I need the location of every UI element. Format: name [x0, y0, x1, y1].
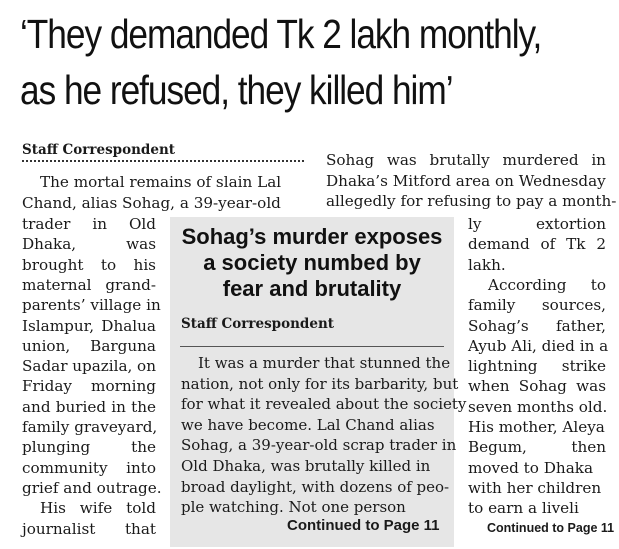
box-title-line: Sohag’s murder exposes	[181, 224, 443, 249]
text-line	[22, 458, 156, 478]
text-line	[468, 234, 606, 254]
headline	[20, 6, 542, 118]
word: brutally	[429, 151, 490, 169]
text-line: for what it revealed about the society	[181, 395, 467, 414]
word: Islampur,	[22, 316, 95, 335]
text-line	[22, 234, 156, 254]
text-line	[22, 356, 156, 376]
word: when	[468, 377, 510, 396]
text-line: His mother, Aleya	[468, 418, 605, 436]
word: Sadar	[22, 357, 68, 376]
main-byline: Staff Correspondent	[22, 142, 176, 158]
word: to	[100, 255, 117, 274]
word: in	[92, 215, 107, 233]
text-line: Sohag, a 39-year-old scrap trader in	[181, 436, 457, 455]
word: murdered	[502, 151, 579, 169]
word: father,	[556, 316, 606, 335]
text-line	[468, 214, 606, 234]
box-continued-link[interactable]: Continued to Page 11	[287, 517, 440, 534]
word: was	[576, 377, 606, 396]
word: community	[22, 458, 108, 477]
text-line	[22, 397, 156, 417]
byline-divider	[22, 160, 304, 162]
word: was	[386, 151, 417, 169]
word: the	[131, 397, 156, 416]
word: buried	[55, 397, 107, 416]
word: was	[126, 235, 156, 254]
word: trader	[22, 215, 71, 233]
text-line: The mortal remains of slain Lal	[40, 173, 282, 191]
word: maternal	[22, 275, 92, 294]
text-line: family graveyard,	[22, 418, 158, 436]
word: Sohag	[518, 377, 567, 396]
word: in	[591, 151, 606, 169]
word: the	[131, 438, 156, 457]
word: upazila,	[72, 357, 133, 376]
word: brought	[22, 255, 84, 274]
headline-line-1: ‘They demanded Tk 2 lakh monthly,	[20, 11, 542, 57]
word: into	[126, 458, 156, 477]
text-line: nation, not only for its barbarity, but	[181, 374, 459, 393]
text-line: allegedly for refusing to pay a month-	[326, 192, 617, 210]
word: that	[124, 519, 156, 538]
headline-line-2: as he refused, they killed him’	[20, 67, 453, 113]
text-line: Dhaka’s Mitford area on Wednesday	[326, 171, 606, 190]
word: his	[133, 255, 156, 274]
word: journalist	[22, 519, 96, 538]
word: told	[126, 499, 156, 518]
word: Barguna	[90, 336, 156, 355]
text-line	[326, 150, 606, 171]
word: Friday	[22, 377, 73, 396]
word: 2	[596, 235, 606, 254]
word: ly	[468, 215, 482, 233]
word: lightning	[468, 357, 538, 376]
word: union,	[22, 336, 71, 355]
word: grand-	[105, 275, 156, 294]
word: demand	[468, 235, 530, 254]
text-line	[22, 255, 156, 275]
text-line	[22, 214, 156, 234]
text-line: moved to Dhaka	[468, 458, 594, 477]
text-line	[468, 316, 606, 336]
text-line: Old Dhaka, was brutally killed in	[181, 457, 431, 475]
word: to	[590, 275, 606, 294]
text-line: Ayub Ali, died in a	[468, 336, 609, 355]
text-line: parents’ village in	[22, 296, 161, 315]
text-line: Chand, alias Sohag, a 39-year-old	[22, 193, 281, 212]
word: of	[540, 235, 556, 254]
word: extortion	[536, 215, 606, 233]
word: Old	[128, 215, 156, 233]
word: family	[468, 296, 516, 315]
text-line: ple watching. Not one person	[181, 498, 406, 517]
text-line	[468, 437, 606, 457]
word: Dhalua	[101, 316, 156, 335]
word: Sohag’s	[468, 316, 529, 335]
text-line	[40, 498, 156, 518]
text-line: It was a murder that stunned the	[198, 354, 451, 372]
box-title	[170, 224, 454, 302]
word: Begum,	[468, 438, 527, 457]
word: Tk	[566, 235, 586, 254]
word: strike	[561, 357, 606, 376]
text-line	[468, 356, 606, 376]
text-line: with her children	[468, 478, 602, 497]
text-line	[22, 316, 156, 336]
word: plunging	[22, 438, 91, 457]
word: wife	[79, 499, 113, 518]
text-line	[468, 295, 606, 315]
text-line	[22, 519, 156, 539]
box-title-line: fear and brutality	[222, 276, 402, 301]
word: sources,	[541, 296, 606, 315]
text-line: broad daylight, with dozens of peo-	[181, 477, 450, 496]
text-line	[468, 376, 606, 396]
word: morning	[91, 377, 156, 396]
text-line: to earn a liveli	[468, 499, 579, 518]
text-line	[488, 275, 606, 295]
text-line: seven months old.	[468, 397, 608, 416]
box-divider	[180, 346, 444, 347]
text-line	[22, 437, 156, 457]
word: then	[571, 438, 606, 457]
main-continued-link[interactable]: Continued to Page 11	[487, 521, 615, 535]
text-line	[22, 376, 156, 396]
word: Dhaka,	[22, 235, 77, 254]
text-line: we have become. Lal Chand alias	[181, 415, 435, 434]
box-byline: Staff Correspondent	[181, 316, 335, 332]
word: His	[40, 499, 66, 518]
text-line: grief and outrage.	[22, 478, 162, 497]
word: Sohag	[326, 151, 375, 169]
word: in	[111, 397, 126, 416]
word: on	[137, 357, 156, 376]
text-line	[22, 336, 156, 356]
text-line	[22, 275, 156, 295]
word: and	[22, 397, 51, 416]
word: According	[488, 275, 567, 294]
text-line: lakh.	[468, 255, 506, 274]
box-title-line: a society numbed by	[203, 250, 421, 275]
